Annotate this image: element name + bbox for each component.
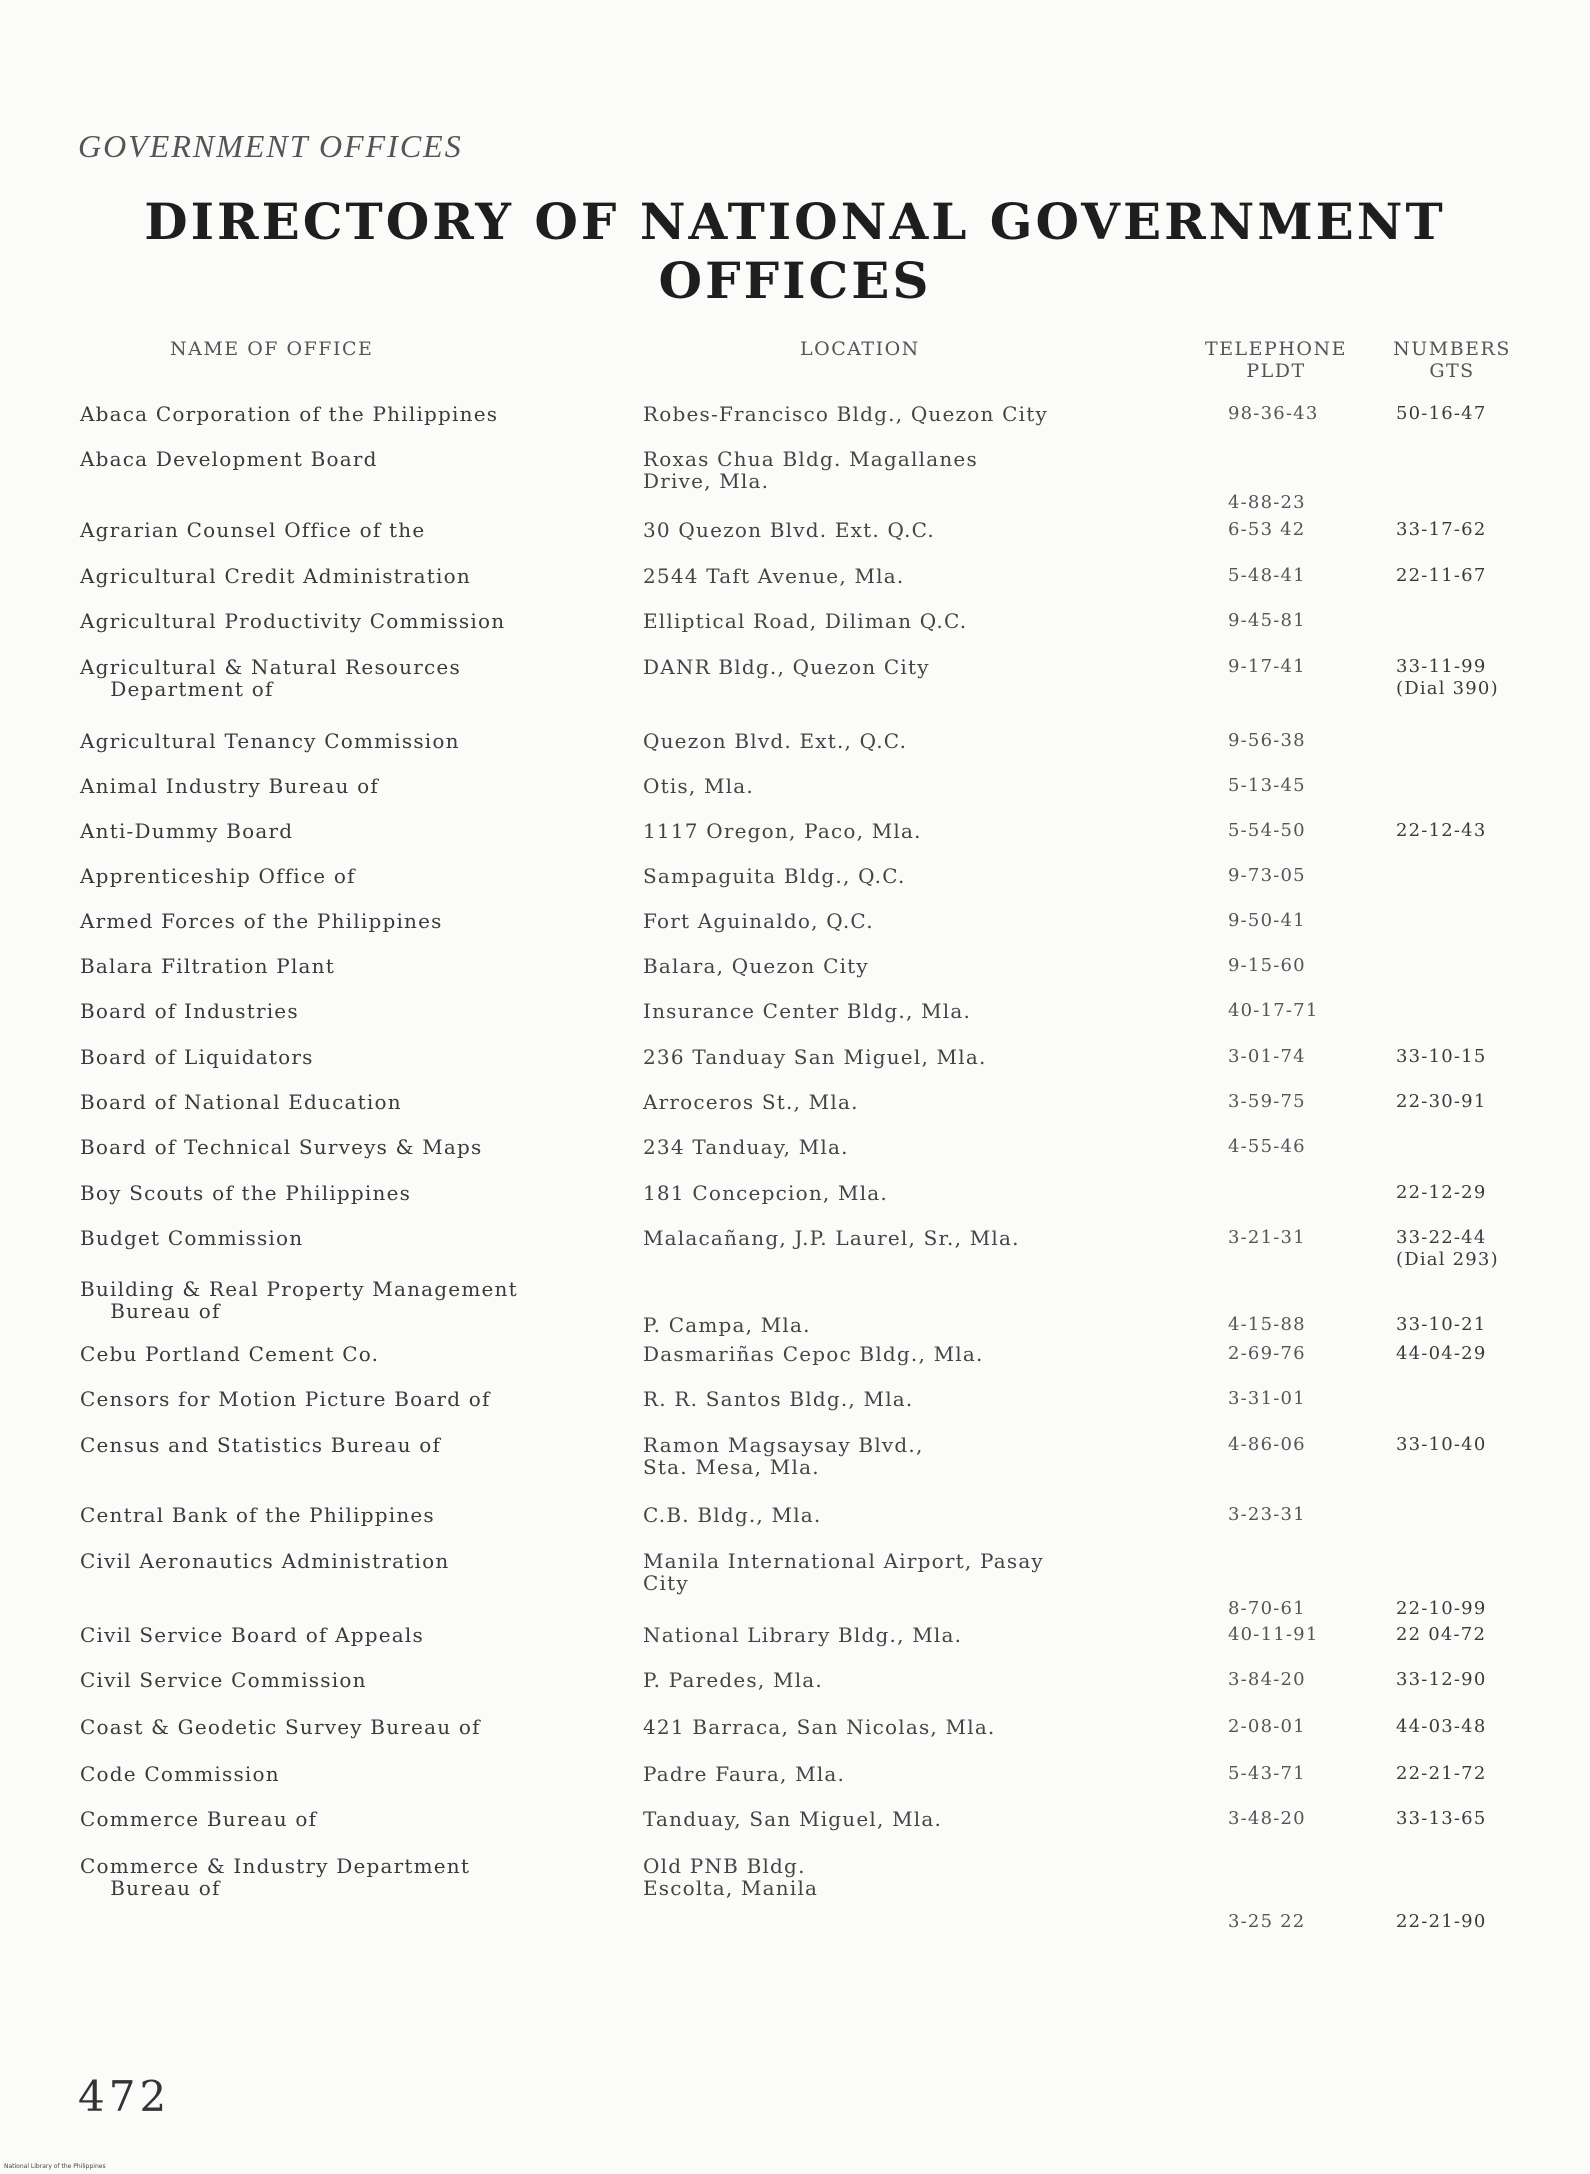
gts-number: 33-17-62	[1396, 519, 1487, 540]
pldt-number: 9-15-60	[1228, 955, 1306, 976]
office-name: Civil Service Commission	[80, 1668, 367, 1692]
pldt-number: 3-25 22	[1228, 1911, 1306, 1932]
column-header-telephone-line1: TELEPHONE	[1205, 338, 1347, 360]
table-row	[0, 1046, 1590, 1090]
office-name: Commerce Bureau of	[80, 1807, 318, 1831]
office-location: Robes-Francisco Bldg., Quezon City	[643, 402, 1048, 426]
section-label: GOVERNMENT OFFICES	[78, 128, 463, 164]
table-row	[0, 775, 1590, 819]
table-row	[0, 1716, 1590, 1760]
office-location: Otis, Mla.	[643, 774, 754, 798]
table-row	[0, 910, 1590, 954]
table-row	[0, 1504, 1590, 1548]
gts-number: 33-10-15	[1396, 1046, 1487, 1067]
office-location: P. Campa, Mla.	[643, 1313, 811, 1337]
office-location: Manila International Airport, Pasay City	[643, 1549, 1044, 1595]
table-row	[0, 1854, 1590, 1932]
office-name: Agrarian Counsel Office of the	[80, 518, 426, 542]
pldt-number: 40-17-71	[1228, 1000, 1319, 1021]
office-name: Anti-Dummy Board	[80, 819, 294, 843]
office-location: Malacañang, J.P. Laurel, Sr., Mla.	[643, 1226, 1020, 1250]
table-row	[0, 656, 1590, 700]
table-row	[0, 1277, 1590, 1337]
table-row	[0, 1091, 1590, 1135]
office-name: Abaca Corporation of the Philippines	[80, 402, 499, 426]
gts-number: 22 04-72	[1396, 1624, 1487, 1645]
column-header-numbers-line1: NUMBERS	[1393, 338, 1511, 360]
office-location: Fort Aguinaldo, Q.C.	[643, 909, 874, 933]
office-name: Armed Forces of the Philippines	[80, 909, 443, 933]
office-name: Agricultural Productivity Commission	[80, 609, 506, 633]
column-header-telephone	[1196, 338, 1356, 382]
office-name: Board of Liquidators	[80, 1045, 314, 1069]
office-location: 2544 Taft Avenue, Mla.	[643, 564, 905, 588]
table-row	[0, 1808, 1590, 1852]
table-row	[0, 1434, 1590, 1478]
table-row	[0, 1763, 1590, 1807]
table-row	[0, 730, 1590, 774]
gts-number: 22-12-43	[1396, 820, 1487, 841]
pldt-number: 6-53 42	[1228, 519, 1306, 540]
table-row	[0, 820, 1590, 864]
gts-number: 33-11-99 (Dial 390)	[1396, 656, 1499, 699]
gts-number: 33-10-21	[1396, 1314, 1487, 1335]
office-name: Budget Commission	[80, 1226, 304, 1250]
table-row	[0, 447, 1590, 513]
pldt-number: 9-17-41	[1228, 656, 1306, 677]
pldt-number: 9-73-05	[1228, 865, 1306, 886]
pldt-number: 3-59-75	[1228, 1091, 1306, 1112]
pldt-number: 4-55-46	[1228, 1136, 1306, 1157]
table-row	[0, 1624, 1590, 1668]
gts-number: 33-22-44 (Dial 293)	[1396, 1227, 1499, 1270]
office-location: Elliptical Road, Diliman Q.C.	[643, 609, 968, 633]
office-name: Building & Real Property Management Bureau of	[80, 1277, 518, 1323]
table-row	[0, 1000, 1590, 1044]
column-header-numbers	[1382, 338, 1522, 382]
table-row	[0, 1669, 1590, 1713]
office-name: Civil Service Board of Appeals	[80, 1623, 424, 1647]
table-row	[0, 955, 1590, 999]
office-name: Balara Filtration Plant	[80, 954, 335, 978]
office-name: Agricultural Credit Administration	[80, 564, 471, 588]
office-location: C.B. Bldg., Mla.	[643, 1503, 822, 1527]
gts-number: 22-12-29	[1396, 1182, 1487, 1203]
gts-number: 33-13-65	[1396, 1808, 1487, 1829]
gts-number: 33-10-40	[1396, 1434, 1487, 1455]
office-location: Balara, Quezon City	[643, 954, 869, 978]
gts-number: 44-04-29	[1396, 1343, 1487, 1364]
office-location: Padre Faura, Mla.	[643, 1762, 846, 1786]
table-row	[0, 1227, 1590, 1271]
table-row	[0, 1388, 1590, 1432]
office-name: Board of Technical Surveys & Maps	[80, 1135, 483, 1159]
gts-number: 33-12-90	[1396, 1669, 1487, 1690]
table-row	[0, 565, 1590, 609]
office-location: Arroceros St., Mla.	[643, 1090, 859, 1114]
gts-number: 22-30-91	[1396, 1091, 1487, 1112]
office-name: Censors for Motion Picture Board of	[80, 1387, 491, 1411]
office-location: Roxas Chua Bldg. Magallanes Drive, Mla.	[643, 447, 978, 493]
pldt-number: 9-56-38	[1228, 730, 1306, 751]
office-location: R. R. Santos Bldg., Mla.	[643, 1387, 914, 1411]
office-location: National Library Bldg., Mla.	[643, 1623, 963, 1647]
page-title: DIRECTORY OF NATIONAL GOVERNMENT OFFICES	[144, 192, 1446, 310]
office-location: DANR Bldg., Quezon City	[643, 655, 930, 679]
gts-number: 50-16-47	[1396, 403, 1487, 424]
office-name: Agricultural Tenancy Commission	[80, 729, 460, 753]
office-name: Coast & Geodetic Survey Bureau of	[80, 1715, 481, 1739]
table-row	[0, 403, 1590, 447]
office-location: 30 Quezon Blvd. Ext. Q.C.	[643, 518, 935, 542]
column-header-numbers-line2: GTS	[1429, 360, 1475, 382]
column-header-location: LOCATION	[800, 338, 920, 360]
office-location: 181 Concepcion, Mla.	[643, 1181, 888, 1205]
office-location: 236 Tanduay San Miguel, Mla.	[643, 1045, 987, 1069]
office-location: Insurance Center Bldg., Mla.	[643, 999, 972, 1023]
pldt-number: 9-50-41	[1228, 910, 1306, 931]
pldt-number: 98-36-43	[1228, 403, 1319, 424]
office-location: 421 Barraca, San Nicolas, Mla.	[643, 1715, 996, 1739]
office-name: Cebu Portland Cement Co.	[80, 1342, 380, 1366]
office-location: 234 Tanduay, Mla.	[643, 1135, 849, 1159]
gts-number: 22-10-99	[1396, 1598, 1487, 1619]
office-location: Tanduay, San Miguel, Mla.	[643, 1807, 943, 1831]
office-name: Boy Scouts of the Philippines	[80, 1181, 412, 1205]
column-header-name: NAME OF OFFICE	[170, 338, 374, 360]
page-number: 472	[78, 2072, 171, 2121]
office-name: Commerce & Industry Department Bureau of	[80, 1854, 471, 1900]
office-location: 1117 Oregon, Paco, Mla.	[643, 819, 922, 843]
office-name: Animal Industry Bureau of	[80, 774, 379, 798]
office-name: Abaca Development Board	[80, 447, 378, 471]
pldt-number: 5-43-71	[1228, 1763, 1306, 1784]
pldt-number: 3-84-20	[1228, 1669, 1306, 1690]
table-row	[0, 1549, 1590, 1619]
office-name: Central Bank of the Philippines	[80, 1503, 435, 1527]
office-name: Board of Industries	[80, 999, 299, 1023]
pldt-number: 3-31-01	[1228, 1388, 1306, 1409]
pldt-number: 3-48-20	[1228, 1808, 1306, 1829]
gts-number: 22-21-72	[1396, 1763, 1487, 1784]
pldt-number: 5-13-45	[1228, 775, 1306, 796]
pldt-number: 4-88-23	[1228, 492, 1306, 513]
table-row	[0, 610, 1590, 654]
office-location: Old PNB Bldg. Escolta, Manila	[643, 1854, 819, 1900]
table-row	[0, 1343, 1590, 1387]
office-name: Civil Aeronautics Administration	[80, 1549, 450, 1573]
office-location: Ramon Magsaysay Blvd., Sta. Mesa, Mla.	[643, 1433, 924, 1479]
gts-number: 22-11-67	[1396, 565, 1487, 586]
pldt-number: 5-54-50	[1228, 820, 1306, 841]
pldt-number: 2-08-01	[1228, 1716, 1306, 1737]
office-location: Quezon Blvd. Ext., Q.C.	[643, 729, 908, 753]
office-name: Census and Statistics Bureau of	[80, 1433, 442, 1457]
table-row	[0, 1182, 1590, 1226]
pldt-number: 2-69-76	[1228, 1343, 1306, 1364]
office-name: Agricultural & Natural Resources Department of	[80, 655, 461, 701]
pldt-number: 3-01-74	[1228, 1046, 1306, 1067]
gts-number: 44-03-48	[1396, 1716, 1487, 1737]
gts-number: 22-21-90	[1396, 1911, 1487, 1932]
office-name: Board of National Education	[80, 1090, 402, 1114]
office-location: Sampaguita Bldg., Q.C.	[643, 864, 906, 888]
column-header-telephone-line2: PLDT	[1246, 360, 1306, 382]
office-name: Apprenticeship Office of	[80, 864, 356, 888]
pldt-number: 3-21-31	[1228, 1227, 1306, 1248]
footer-credit: National Library of the Philippines	[4, 2163, 106, 2170]
pldt-number: 9-45-81	[1228, 610, 1306, 631]
table-row	[0, 519, 1590, 563]
office-name: Code Commission	[80, 1762, 280, 1786]
pldt-number: 8-70-61	[1228, 1598, 1306, 1619]
table-row	[0, 865, 1590, 909]
pldt-number: 40-11-91	[1228, 1624, 1319, 1645]
office-location: P. Paredes, Mla.	[643, 1668, 823, 1692]
pldt-number: 5-48-41	[1228, 565, 1306, 586]
office-location: Dasmariñas Cepoc Bldg., Mla.	[643, 1342, 984, 1366]
pldt-number: 3-23-31	[1228, 1504, 1306, 1525]
table-row	[0, 1136, 1590, 1180]
pldt-number: 4-15-88	[1228, 1314, 1306, 1335]
pldt-number: 4-86-06	[1228, 1434, 1306, 1455]
